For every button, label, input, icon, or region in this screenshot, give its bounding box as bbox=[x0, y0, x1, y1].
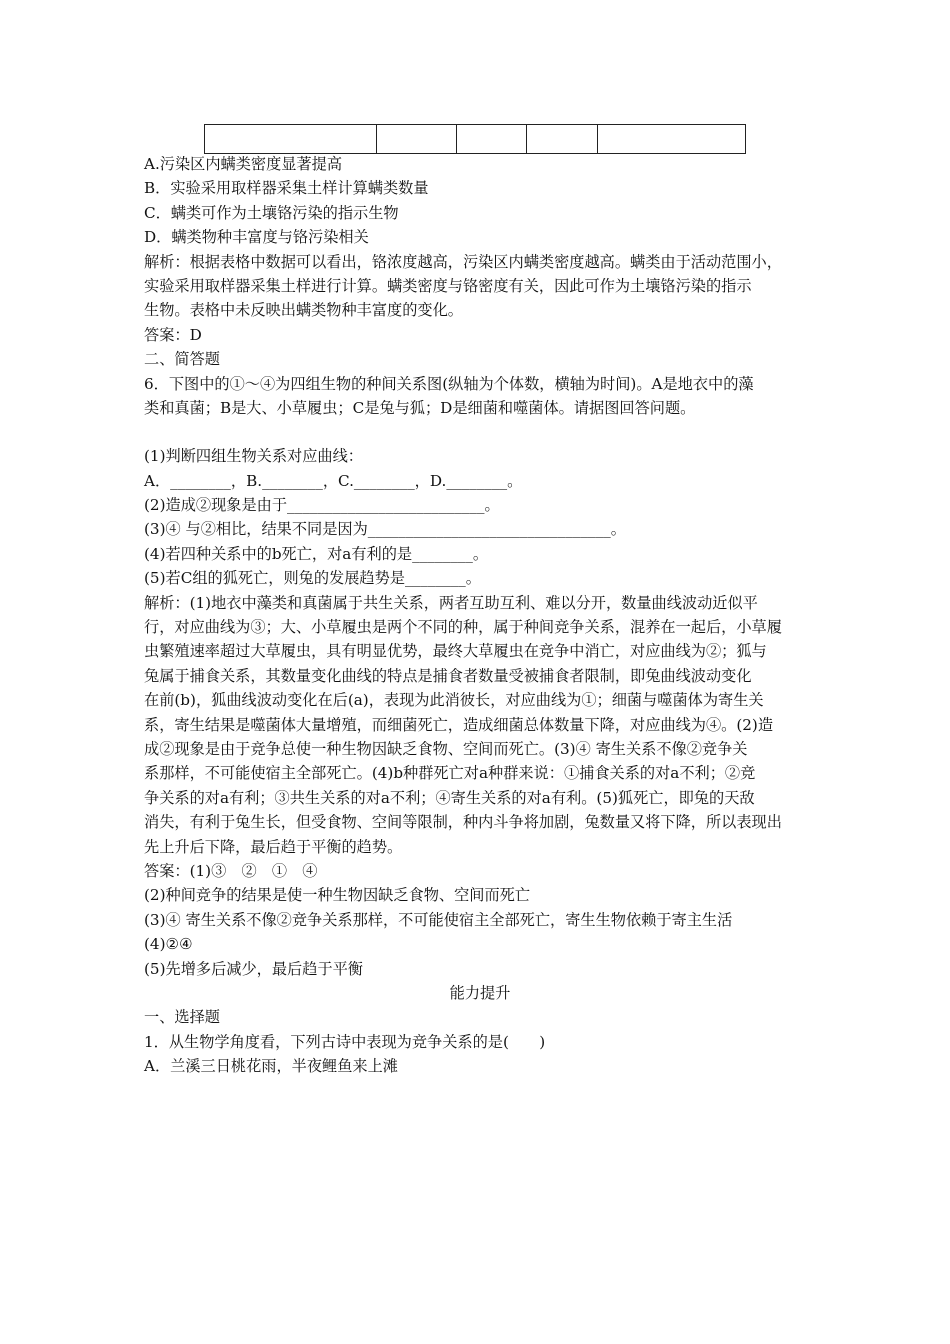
document-body bbox=[144, 152, 816, 1078]
analysis-line: 解析：根据表格中数据可以看出，铬浓度越高，污染区内螨类密度越高。螨类由于活动范围小， bbox=[144, 252, 782, 271]
analysis-line: 系那样，不可能使宿主全部死亡。(4)b种群死亡对a种群来说：①捕食关系的对a不利；②竞 bbox=[144, 764, 756, 783]
answer-line: 答案：D bbox=[144, 325, 202, 344]
question-stem: 6．下图中的①～④为四组生物的种间关系图(纵轴为个体数，横轴为时间)。A是地衣中的藻 bbox=[144, 374, 754, 393]
sub-question: (5)若C组的狐死亡，则兔的发展趋势是________。 bbox=[144, 569, 481, 588]
option-c: C．螨类可作为土壤铬污染的指示生物 bbox=[144, 203, 399, 222]
figure-placeholder bbox=[144, 420, 816, 444]
analysis-line: 解析：(1)地衣中藻类和真菌属于共生关系，两者互助互利、难以分开，数量曲线波动近似平 bbox=[144, 593, 758, 612]
data-table-fragment bbox=[204, 124, 746, 154]
analysis-line: 消失，有利于兔生长，但受食物、空间等限制，种内斗争将加剧，兔数量又将下降，所以表现出 bbox=[144, 813, 782, 832]
section-heading: 能力提升 bbox=[449, 983, 511, 1002]
analysis-line: 先上升后下降，最后趋于平衡的趋势。 bbox=[144, 837, 403, 856]
analysis-line: 兔属于捕食关系，其数量变化曲线的特点是捕食者数量受被捕食者限制，即兔曲线波动变化 bbox=[144, 666, 752, 685]
option-d: D．螨类物种丰富度与铬污染相关 bbox=[144, 228, 369, 247]
section-title: 二、简答题 bbox=[144, 350, 220, 369]
analysis-line: 系，寄生结果是噬菌体大量增殖，而细菌死亡，造成细菌总体数量下降，对应曲线为④。(2)造 bbox=[144, 715, 774, 734]
analysis-line: 行，对应曲线为③；大、小草履虫是两个不同的种，属于种间竞争关系，混养在一起后，小草履 bbox=[144, 618, 782, 637]
analysis-line: 争关系的对a有利；③共生关系的对a不利；④寄生关系的对a有利。(5)狐死亡，即兔的天敌 bbox=[144, 788, 755, 807]
section-title: 一、选择题 bbox=[144, 1008, 220, 1027]
table-cell bbox=[598, 125, 746, 154]
option-b: B．实验采用取样器采集土样计算螨类数量 bbox=[144, 179, 429, 198]
answer-line: 答案：(1)③ ② ① ④ bbox=[144, 861, 318, 880]
sub-question: (4)若四种关系中的b死亡，对a有利的是________。 bbox=[144, 544, 489, 563]
table-cell bbox=[205, 125, 377, 154]
sub-question: A．________，B.________，C.________，D.________。 bbox=[144, 471, 523, 490]
answer-line: (3)④ 寄生关系不像②竞争关系那样，不可能使宿主全部死亡，寄生生物依赖于寄主生活 bbox=[144, 910, 733, 929]
option-a: A．兰溪三日桃花雨，半夜鲤鱼来上滩 bbox=[144, 1057, 398, 1076]
sub-question: (3)④ 与②相比，结果不同是因为________________________________。 bbox=[144, 520, 626, 539]
answer-line: (5)先增多后减少，最后趋于平衡 bbox=[144, 959, 363, 978]
answer-line: (4)②④ bbox=[144, 935, 193, 954]
sub-question: (2)造成②现象是由于__________________________。 bbox=[144, 496, 500, 515]
analysis-line: 成②现象是由于竞争总使一种生物因缺乏食物、空间而死亡。(3)④ 寄生关系不像②竞争关 bbox=[144, 739, 748, 758]
analysis-line: 实验采用取样器采集土样进行计算。螨类密度与铬密度有关，因此可作为土壤铬污染的指示 bbox=[144, 276, 752, 295]
table-cell bbox=[527, 125, 598, 154]
analysis-line: 生物。表格中未反映出螨类物种丰富度的变化。 bbox=[144, 301, 463, 320]
analysis-line: 虫繁殖速率超过大草履虫，具有明显优势，最终大草履虫在竞争中消亡，对应曲线为②；狐与 bbox=[144, 642, 767, 661]
answer-line: (2)种间竞争的结果是使一种生物因缺乏食物、空间而死亡 bbox=[144, 886, 531, 905]
table-cell bbox=[377, 125, 457, 154]
question-stem: 类和真菌；B是大、小草履虫；C是兔与狐；D是细菌和噬菌体。请据图回答问题。 bbox=[144, 398, 696, 417]
table-row bbox=[205, 125, 746, 154]
sub-question: (1)判断四组生物关系对应曲线： bbox=[144, 447, 363, 466]
question-stem: 1．从生物学角度看，下列古诗中表现为竞争关系的是( ) bbox=[144, 1032, 546, 1051]
analysis-line: 在前(b)，狐曲线波动变化在后(a)，表现为此消彼长，对应曲线为①；细菌与噬菌体为寄生关 bbox=[144, 691, 764, 710]
table-cell bbox=[457, 125, 527, 154]
option-a: A.污染区内螨类密度显著提高 bbox=[144, 155, 343, 173]
